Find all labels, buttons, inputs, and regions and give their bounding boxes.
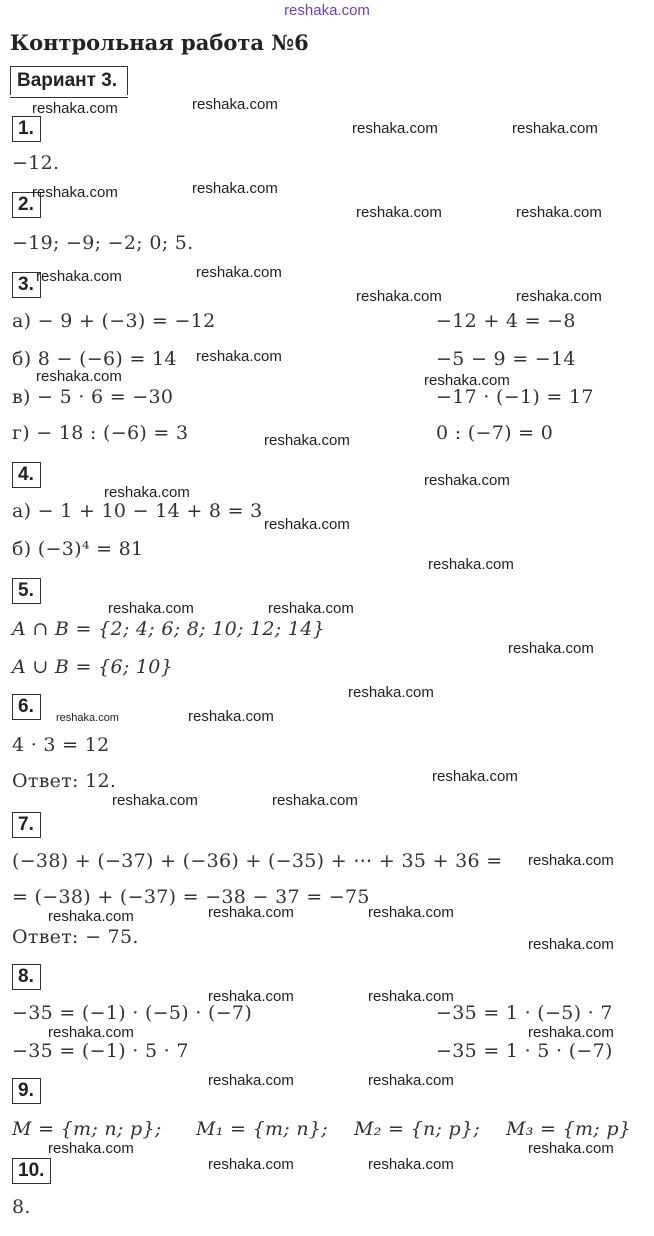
- watermark-text: reshaka.com: [32, 184, 118, 201]
- task-8-number: 8.: [12, 964, 41, 990]
- watermark-text: reshaka.com: [528, 936, 614, 953]
- watermark-text: reshaka.com: [36, 368, 122, 385]
- task-3-number: 3.: [12, 272, 41, 298]
- watermark-text: reshaka.com: [192, 96, 278, 113]
- watermark-text: reshaka.com: [208, 1156, 294, 1173]
- task-5-number: 5.: [12, 578, 41, 604]
- task-8-left-a: −35 = (−1) · (−5) · (−7): [12, 1002, 253, 1024]
- watermark-text: reshaka.com: [368, 904, 454, 921]
- task-10-number: 10.: [12, 1158, 51, 1184]
- task-7-number: 7.: [12, 812, 41, 838]
- page-title: Контрольная работа №6: [10, 30, 309, 55]
- watermark-text: reshaka.com: [356, 288, 442, 305]
- watermark-text: reshaka.com: [424, 472, 510, 489]
- task-3-left-d: г) − 18 : (−6) = 3: [12, 422, 189, 444]
- watermark-text: reshaka.com: [508, 640, 594, 657]
- watermark-text: reshaka.com: [268, 600, 354, 617]
- variant-underline: [10, 97, 128, 98]
- watermark-text: reshaka.com: [56, 712, 119, 724]
- watermark-text: reshaka.com: [104, 484, 190, 501]
- watermark-text: reshaka.com: [424, 372, 510, 389]
- task-8-right-b: −35 = 1 · 5 · (−7): [436, 1040, 613, 1062]
- watermark-text: reshaka.com: [48, 1140, 134, 1157]
- task-9-set-m1: M₁ = {m; n};: [196, 1118, 328, 1140]
- watermark-text: reshaka.com: [192, 180, 278, 197]
- task-6-answer: Ответ: 12.: [12, 770, 117, 792]
- watermark-text: reshaka.com: [36, 268, 122, 285]
- task-4-line-a: а) − 1 + 10 − 14 + 8 = 3: [12, 500, 263, 522]
- task-1-number: 1.: [12, 116, 41, 142]
- task-1-answer: −12.: [12, 152, 60, 174]
- watermark-text: reshaka.com: [528, 1140, 614, 1157]
- task-4-line-b: б) (−3)⁴ = 81: [12, 538, 144, 560]
- task-3-left-a: а) − 9 + (−3) = −12: [12, 310, 216, 332]
- watermark-text: reshaka.com: [528, 852, 614, 869]
- watermark-text: reshaka.com: [368, 1156, 454, 1173]
- watermark-text: reshaka.com: [108, 600, 194, 617]
- task-4-number: 4.: [12, 462, 41, 488]
- task-3-right-b: −5 − 9 = −14: [436, 348, 576, 370]
- watermark-text: reshaka.com: [528, 1024, 614, 1041]
- task-3-right-c: −17 · (−1) = 17: [436, 386, 594, 408]
- watermark-text: reshaka.com: [264, 432, 350, 449]
- watermark-text: reshaka.com: [516, 288, 602, 305]
- task-8-right-a: −35 = 1 · (−5) · 7: [436, 1002, 613, 1024]
- task-5-union: A ∪ B = {6; 10}: [12, 656, 174, 678]
- task-6-number: 6.: [12, 694, 41, 720]
- watermark-text: reshaka.com: [208, 904, 294, 921]
- task-6-calc: 4 · 3 = 12: [12, 734, 110, 756]
- watermark-text: reshaka.com: [32, 100, 118, 117]
- watermark-text: reshaka.com: [112, 792, 198, 809]
- task-2-answer: −19; −9; −2; 0; 5.: [12, 232, 194, 254]
- watermark-text: reshaka.com: [516, 204, 602, 221]
- variant-label: Вариант 3.: [10, 66, 128, 95]
- task-9-set-m3: M₃ = {m; p}: [506, 1118, 632, 1140]
- watermark-text: reshaka.com: [272, 792, 358, 809]
- task-3-left-c: в) − 5 · 6 = −30: [12, 386, 174, 408]
- watermark-text: reshaka.com: [352, 120, 438, 137]
- watermark-text: reshaka.com: [428, 556, 514, 573]
- task-3-right-d: 0 : (−7) = 0: [436, 422, 554, 444]
- watermark-text: reshaka.com: [208, 1072, 294, 1089]
- task-9-set-m2: M₂ = {n; p};: [354, 1118, 481, 1140]
- site-header[interactable]: reshaka.com: [284, 2, 370, 19]
- task-3-right-a: −12 + 4 = −8: [436, 310, 576, 332]
- watermark-text: reshaka.com: [368, 1072, 454, 1089]
- task-7-line-b: = (−38) + (−37) = −38 − 37 = −75: [12, 886, 370, 908]
- watermark-text: reshaka.com: [512, 120, 598, 137]
- task-7-answer: Ответ: − 75.: [12, 926, 139, 948]
- task-7-line-a: (−38) + (−37) + (−36) + (−35) + ⋯ + 35 + 36 =: [12, 850, 503, 872]
- task-5-intersection: A ∩ B = {2; 4; 6; 8; 10; 12; 14}: [12, 618, 325, 640]
- watermark-text: reshaka.com: [196, 348, 282, 365]
- watermark-text: reshaka.com: [348, 684, 434, 701]
- watermark-text: reshaka.com: [208, 988, 294, 1005]
- watermark-text: reshaka.com: [48, 1024, 134, 1041]
- watermark-text: reshaka.com: [356, 204, 442, 221]
- task-9-number: 9.: [12, 1078, 41, 1104]
- task-2-number: 2.: [12, 192, 41, 218]
- watermark-text: reshaka.com: [264, 516, 350, 533]
- task-8-left-b: −35 = (−1) · 5 · 7: [12, 1040, 189, 1062]
- task-9-set-m: M = {m; n; p};: [12, 1118, 162, 1140]
- watermark-text: reshaka.com: [48, 908, 134, 925]
- watermark-text: reshaka.com: [368, 988, 454, 1005]
- watermark-text: reshaka.com: [188, 708, 274, 725]
- watermark-text: reshaka.com: [432, 768, 518, 785]
- watermark-text: reshaka.com: [196, 264, 282, 281]
- task-10-answer: 8.: [12, 1196, 31, 1218]
- task-3-left-b: б) 8 − (−6) = 14: [12, 348, 177, 370]
